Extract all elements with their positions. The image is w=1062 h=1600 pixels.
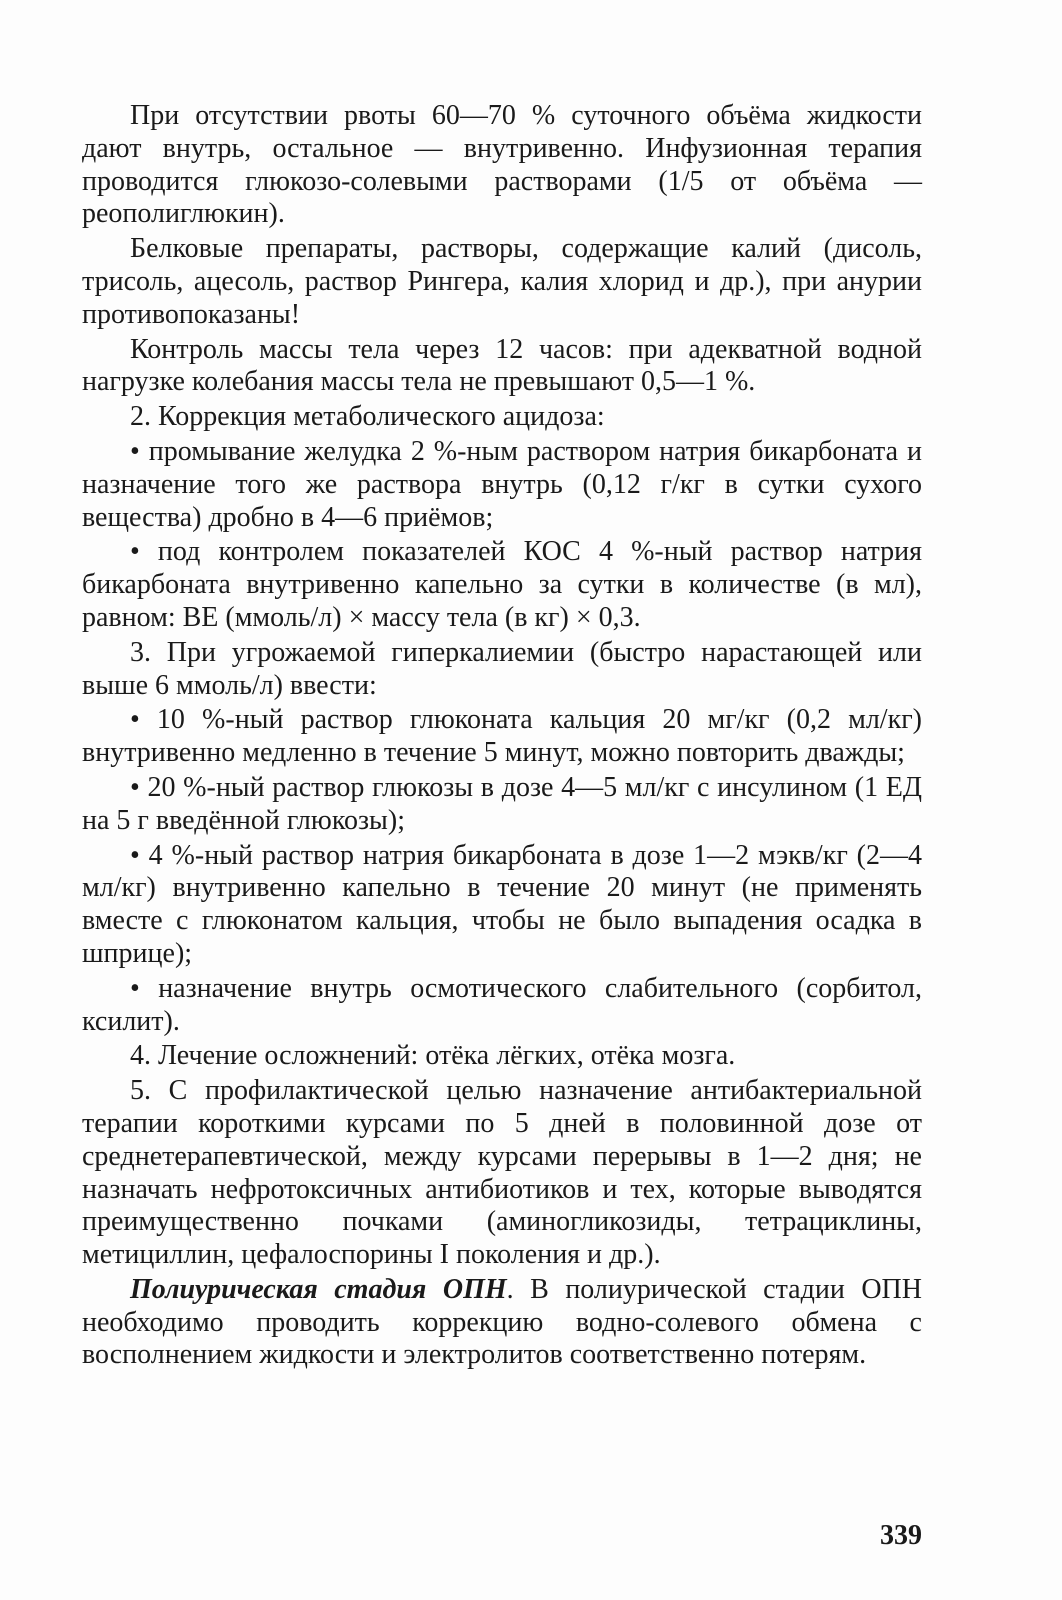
list-item-bicarbonate-dose: • 4 %-ный раствор натрия бикарбоната в дозе 1—2 мэкв/кг (2—4 мл/кг) внутривенно капельно в течение 20 минут (не применять вместе с глюконатом кальция, чтобы не было выпадения осадка в шприце); — [82, 839, 922, 969]
section-lead-heading: Полиурическая стадия ОПН — [130, 1273, 507, 1305]
page-number: 339 — [880, 1520, 922, 1551]
numbered-item-2: 2. Коррекция метаболического ацидоза: — [130, 401, 605, 433]
section-lead-text: . В полиурической стадии ОПН необходимо проводить коррекцию водно-солевого обмена с восполнением жидкости и электролитов соответственно потерям. — [82, 1273, 922, 1371]
list-item-calcium-gluconate: • 10 %-ный раствор глюконата кальция 20 мг/кг (0,2 мл/кг) внутривенно медленно в течение 5 минут, можно повторить дважды; — [82, 704, 922, 769]
list-item-bicarbonate-iv: • под контролем показателей КОС 4 %-ный раствор натрия бикарбоната внутривенно капельно за сутки в количестве (в мл), равном: BE (ммоль/л) × массу тела (в кг) × 0,3. — [82, 536, 922, 633]
body-text — [82, 100, 922, 1374]
list-item-gastric-lavage: • промывание желудка 2 %-ным раствором натрия бикарбоната и назначение того же раствора внутрь (0,12 г/кг в сутки сухого вещества) дробно в 4—6 приёмов; — [82, 435, 922, 533]
numbered-item-5: 5. С профилактической целью назначение антибактериальной терапии короткими курсами по 5 дней в половинной дозе от среднетерапевтической, между курсами перерывы в 1—2 дня; не назначать нефротоксичных антибиотиков и тех, которые выводятся преимущественно почками (аминогликозиды, тетрациклины, метициллин, цефалоспорины I поколения и др.). — [82, 1075, 922, 1271]
numbered-item-3: 3. При угрожаемой гиперкалиемии (быстро нарастающей или выше 6 ммоль/л) ввести: — [82, 636, 922, 701]
paragraph-oral-fluids: При отсутствии рвоты 60—70 % суточного объёма жидкости дают внутрь, остальное — внутривенно. Инфузионная терапия проводится глюкозо-солевыми растворами (1/5 от объёма — реополиглюкин). — [82, 100, 922, 230]
numbered-item-4: 4. Лечение осложнений: отёка лёгких, отёка мозга. — [130, 1040, 736, 1072]
paragraph-polyuric-stage — [82, 1274, 922, 1372]
list-item-glucose-insulin: • 20 %-ный раствор глюкозы в дозе 4—5 мл/кг с инсулином (1 ЕД на 5 г введённой глюкозы); — [82, 771, 922, 836]
paragraph-weight-control: Контроль массы тела через 12 часов: при адекватной водной нагрузке колебания массы тела не превышают 0,5—1 %. — [82, 333, 922, 398]
paragraph-contraindications: Белковые препараты, растворы, содержащие калий (дисоль, трисоль, ацесоль, раствор Рингера, калия хлорид и др.), при анурии противопоказаны! — [82, 233, 922, 330]
list-item-osmotic-laxative: • назначение внутрь осмотического слабительного (сорбитол, ксилит). — [82, 972, 922, 1037]
